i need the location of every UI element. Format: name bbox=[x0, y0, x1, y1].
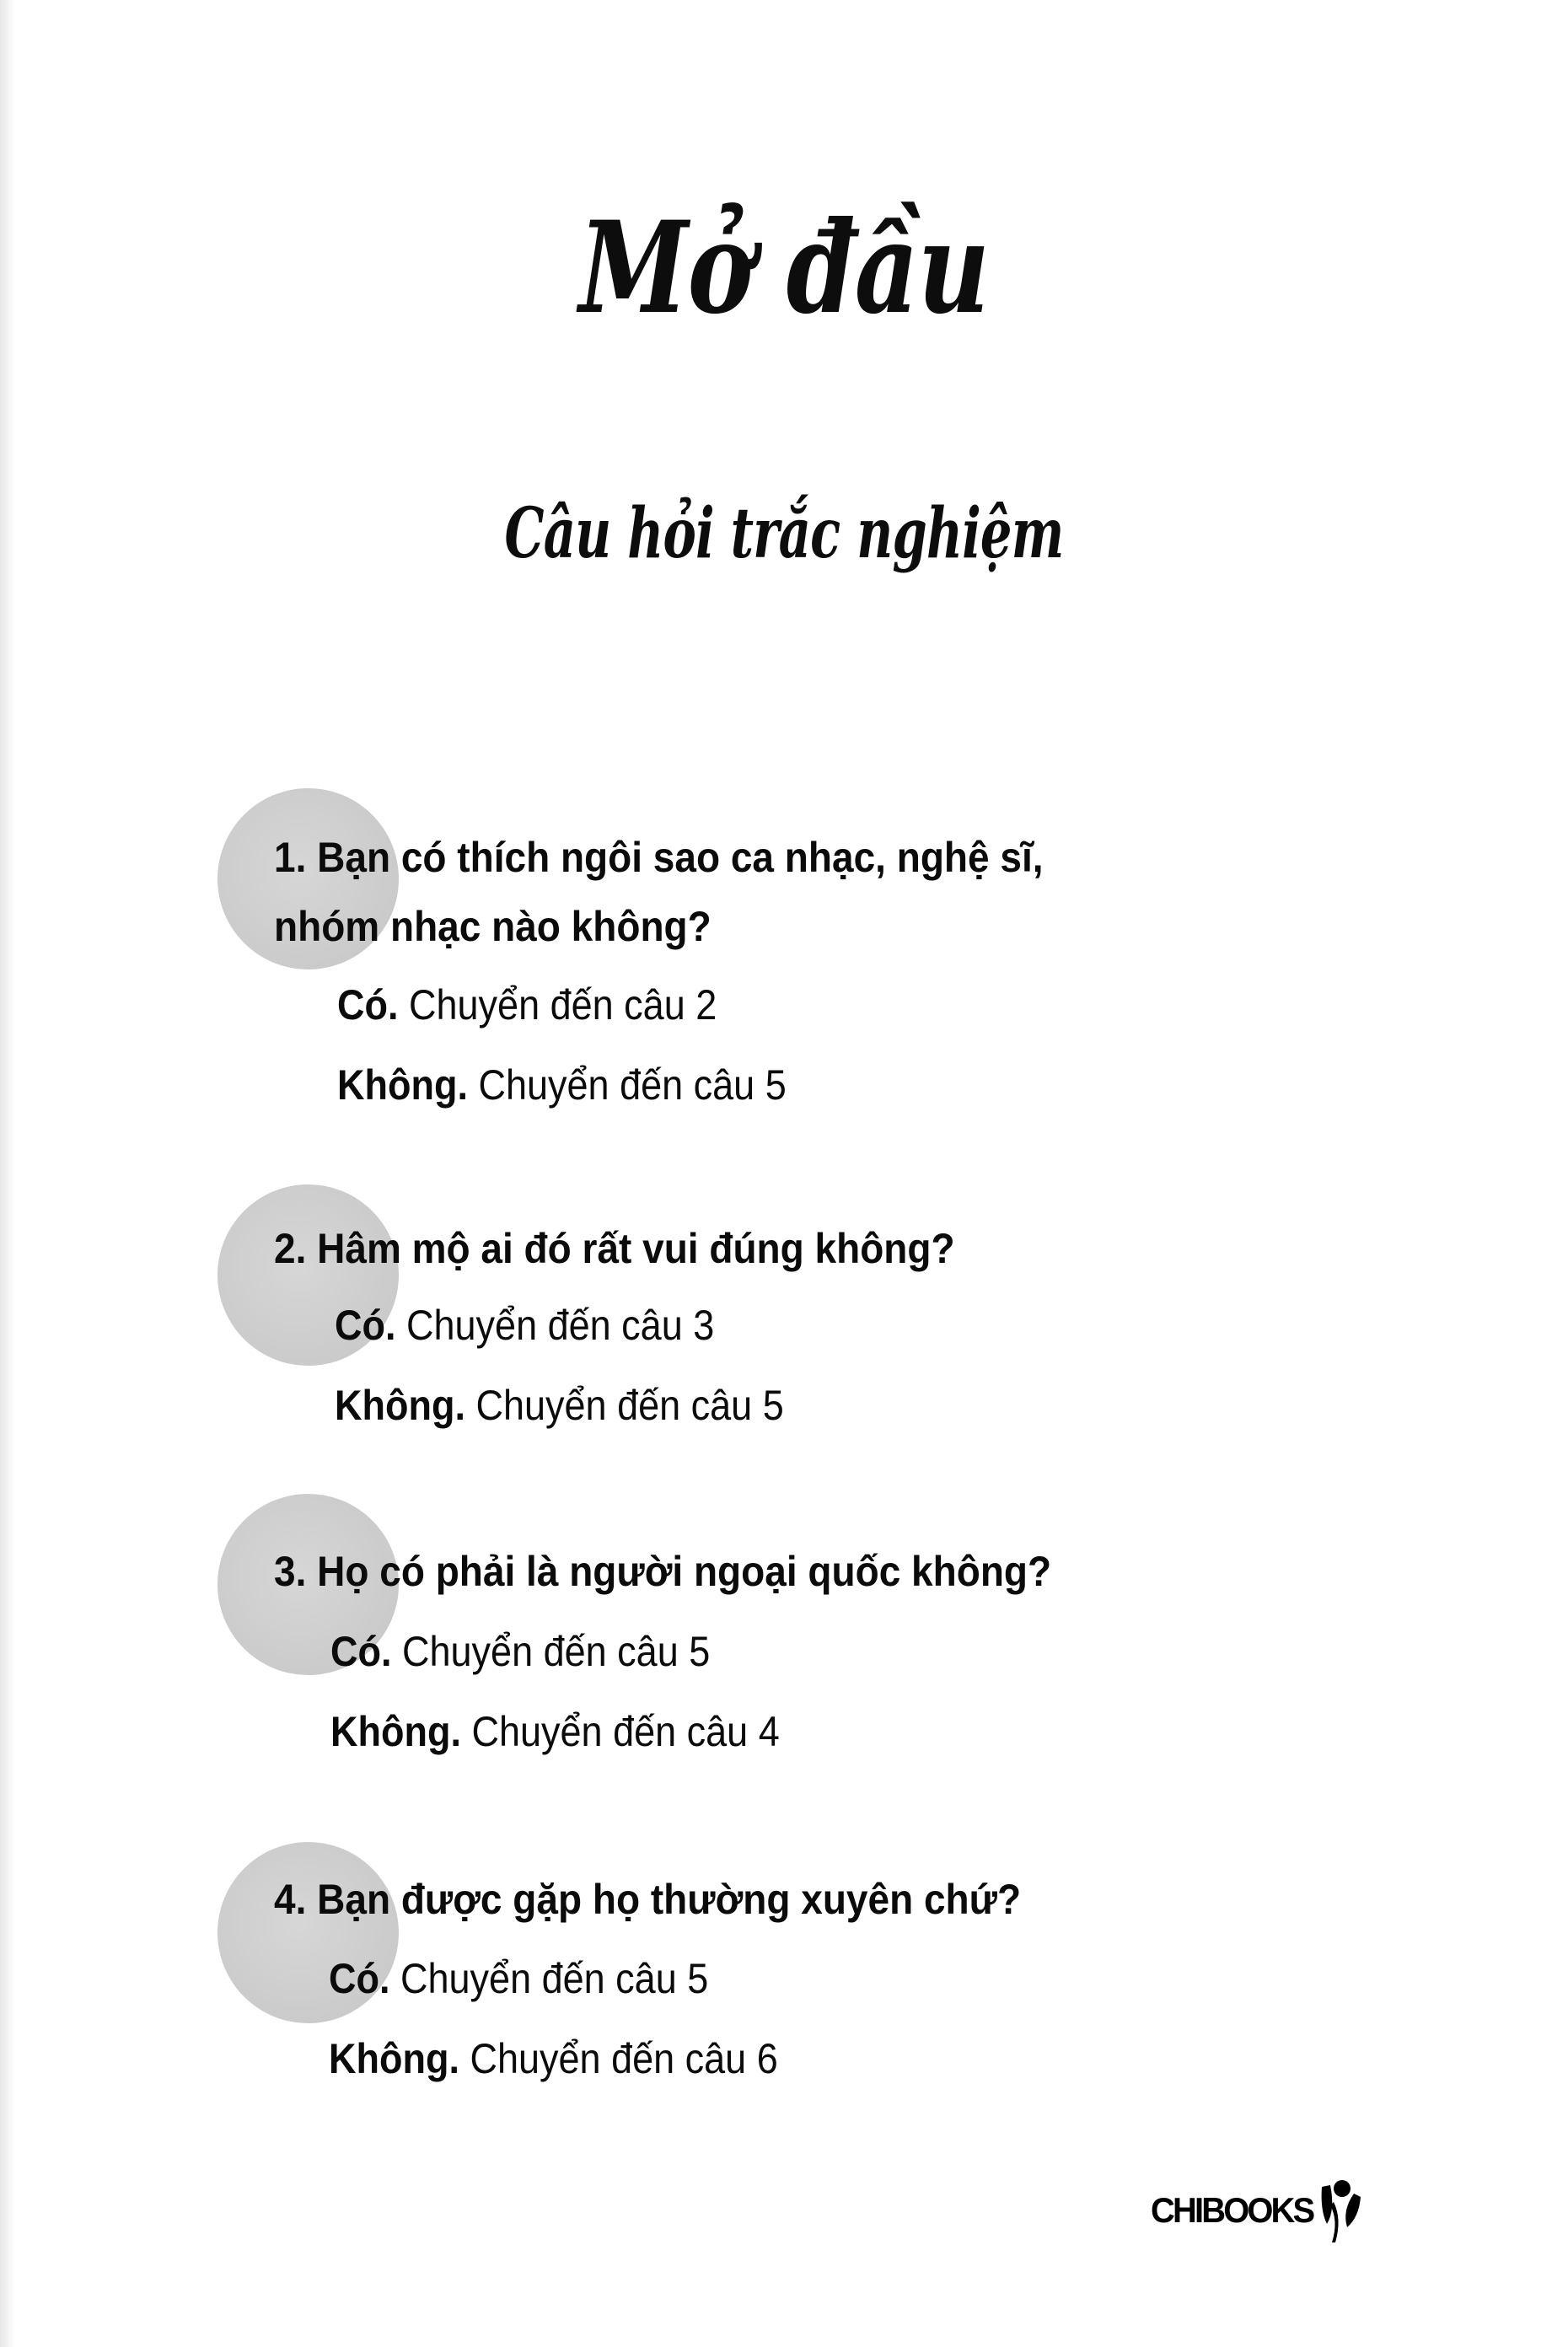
question-text bbox=[274, 1214, 1127, 1283]
question-text bbox=[274, 1537, 1127, 1606]
answer-text: Chuyển đến câu 5 bbox=[389, 1955, 709, 2002]
answer-no bbox=[329, 2034, 778, 2083]
question-line: 3. Họ có phải là người ngoại quốc không? bbox=[274, 1548, 1052, 1595]
answer-text: Chuyển đến câu 6 bbox=[459, 2035, 778, 2082]
answer-label: Không. bbox=[330, 1708, 461, 1755]
question-line: 1. Bạn có thích ngôi sao ca nhạc, nghệ sĩ, bbox=[274, 834, 1044, 881]
answer-yes bbox=[337, 980, 717, 1029]
page-subtitle: Câu hỏi trắc nghiệm bbox=[504, 493, 1064, 574]
answer-text: Chuyển đến câu 5 bbox=[467, 1061, 787, 1109]
answer-text: Chuyển đến câu 5 bbox=[391, 1628, 711, 1675]
question-text bbox=[274, 1865, 1127, 1934]
answer-yes bbox=[335, 1301, 714, 1350]
publisher-logo-text: CHIBOOKS bbox=[1151, 2190, 1313, 2230]
answer-text: Chuyển đến câu 5 bbox=[464, 1382, 784, 1429]
question-line: nhóm nhạc nào không? bbox=[274, 903, 712, 950]
answer-label: Không. bbox=[329, 2035, 459, 2082]
answer-label: Không. bbox=[337, 1061, 468, 1109]
page-edge-shadow bbox=[0, 0, 15, 2347]
question-line: 4. Bạn được gặp họ thường xuyên chứ? bbox=[274, 1876, 1022, 1923]
answer-text: Chuyển đến câu 3 bbox=[395, 1302, 715, 1349]
answer-no bbox=[337, 1061, 787, 1109]
question-line: 2. Hâm mộ ai đó rất vui đúng không? bbox=[274, 1225, 955, 1272]
answer-label: Có. bbox=[337, 981, 399, 1028]
answer-label: Có. bbox=[335, 1302, 396, 1349]
answer-text: Chuyển đến câu 2 bbox=[398, 981, 717, 1028]
answer-label: Có. bbox=[330, 1628, 392, 1675]
answer-label: Có. bbox=[329, 1955, 390, 2002]
answer-no bbox=[335, 1381, 784, 1430]
publisher-logo bbox=[1146, 2177, 1366, 2244]
answer-text: Chuyển đến câu 4 bbox=[460, 1708, 780, 1755]
answer-yes bbox=[329, 1954, 708, 2003]
answer-yes bbox=[330, 1627, 710, 1676]
answer-no bbox=[330, 1707, 780, 1756]
question-text bbox=[274, 823, 1127, 961]
page-title: Mở đầu bbox=[578, 194, 990, 342]
answer-label: Không. bbox=[335, 1382, 465, 1429]
reader-figure-icon bbox=[1317, 2177, 1366, 2244]
